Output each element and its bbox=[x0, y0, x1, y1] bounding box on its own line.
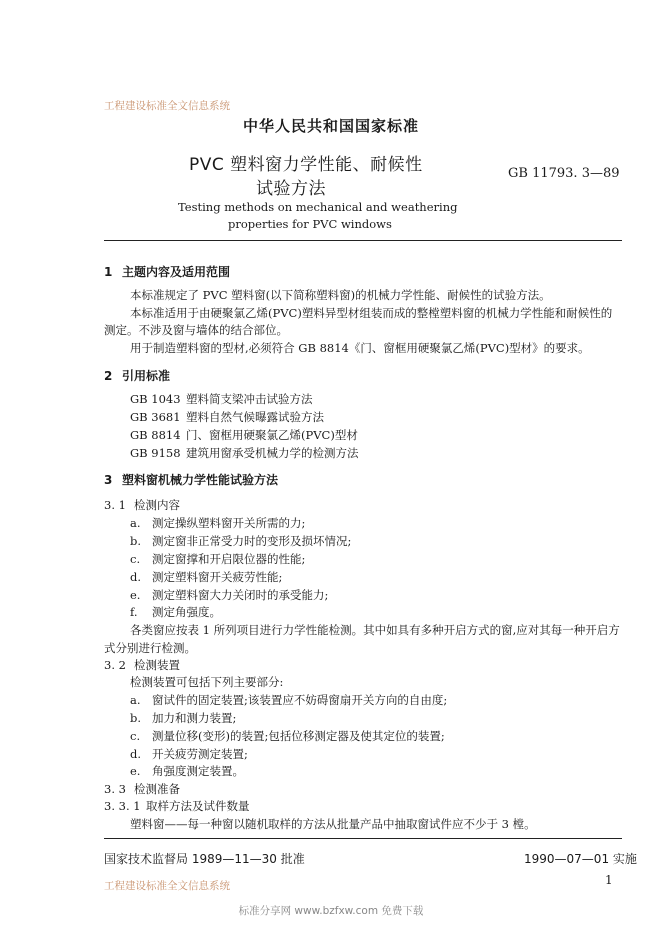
paragraph: 各类窗应按表 1 所列项目进行力学性能检测。其中如具有多种开启方式的窗,应对其每一种开启方 bbox=[130, 623, 620, 637]
subsection-3-2-heading bbox=[104, 657, 180, 673]
list-marker: e. bbox=[130, 588, 141, 602]
list-marker: c. bbox=[130, 729, 141, 743]
list-item bbox=[130, 728, 445, 744]
section-number: 2 bbox=[104, 369, 113, 383]
reference-code: GB 3681 bbox=[130, 410, 181, 424]
paragraph: 用于制造塑料窗的型材,必须符合 GB 8814《门、窗框用硬聚氯乙烯(PVC)型材》的要求。 bbox=[130, 341, 590, 355]
paragraph: 本标准适用于由硬聚氯乙烯(PVC)塑料异型材组装而成的整樘塑料窗的机械力学性能和耐候性的 bbox=[130, 306, 613, 320]
list-marker: c. bbox=[130, 552, 141, 566]
subsection-number: 3. 3. 1 bbox=[104, 799, 141, 813]
list-text: 开关疲劳测定装置; bbox=[152, 747, 248, 761]
list-text: 测定窗非正常受力时的变形及损坏情况; bbox=[152, 534, 352, 548]
list-text: 测量位移(变形)的装置;包括位移测定器及使其定位的装置; bbox=[152, 729, 445, 743]
subsection-title: 检测内容 bbox=[134, 498, 180, 512]
list-marker: a. bbox=[130, 693, 141, 707]
title-en-line-1: Testing methods on mechanical and weathering bbox=[178, 200, 458, 214]
reference-item bbox=[130, 427, 358, 443]
list-text: 窗试件的固定装置;该装置应不妨碍窗扇开关方向的自由度; bbox=[152, 693, 448, 707]
title-en-line-2: properties for PVC windows bbox=[228, 217, 392, 231]
reference-item bbox=[130, 445, 359, 461]
footer-rule bbox=[104, 838, 622, 839]
site-footer-link[interactable]: 标准分享网 www.bzfxw.com 免费下载 bbox=[238, 905, 424, 917]
subsection-title: 取样方法及试件数量 bbox=[146, 799, 250, 813]
approval-date: 国家技术监督局 1989—11—30 批准 bbox=[104, 852, 305, 866]
reference-code: GB 1043 bbox=[130, 392, 181, 406]
list-marker: d. bbox=[130, 747, 142, 761]
list-text: 测定窗撑和开启限位器的性能; bbox=[152, 552, 306, 566]
list-item bbox=[130, 533, 351, 549]
list-item bbox=[130, 746, 248, 762]
section-number: 1 bbox=[104, 265, 113, 279]
list-text: 测定操纵塑料窗开关所需的力; bbox=[152, 516, 306, 530]
list-item bbox=[130, 551, 305, 567]
watermark-bottom: 工程建设标准全文信息系统 bbox=[104, 880, 230, 892]
subsection-number: 3. 3 bbox=[104, 782, 126, 796]
list-marker: f. bbox=[130, 605, 138, 619]
page-number: 1 bbox=[605, 873, 613, 887]
subsection-number: 3. 2 bbox=[104, 658, 126, 672]
section-title: 主题内容及适用范围 bbox=[122, 265, 231, 279]
list-marker: b. bbox=[130, 534, 142, 548]
title-line-2: 试验方法 bbox=[256, 179, 326, 199]
list-item bbox=[130, 604, 221, 620]
paragraph: 塑料窗——每一种窗以随机取样的方法从批量产品中抽取窗试件应不少于 3 樘。 bbox=[130, 817, 536, 831]
implementation-date: 1990—07—01 实施 bbox=[524, 852, 637, 866]
list-marker: b. bbox=[130, 711, 142, 725]
reference-code: GB 8814 bbox=[130, 428, 181, 442]
national-standard-label: 中华人民共和国国家标准 bbox=[242, 117, 419, 135]
section-title: 塑料窗机械力学性能试验方法 bbox=[122, 473, 279, 487]
standard-number: GB 11793. 3—89 bbox=[508, 166, 620, 181]
subsection-title: 检测装置 bbox=[134, 658, 180, 672]
list-marker: a. bbox=[130, 516, 141, 530]
watermark-top: 工程建设标准全文信息系统 bbox=[104, 100, 230, 112]
list-marker: d. bbox=[130, 570, 142, 584]
paragraph: 检测装置可包括下列主要部分: bbox=[130, 675, 284, 689]
paragraph: 式分别进行检测。 bbox=[104, 641, 196, 655]
list-text: 测定角强度。 bbox=[152, 605, 221, 619]
reference-code: GB 9158 bbox=[130, 446, 181, 460]
reference-name: 塑料简支梁冲击试验方法 bbox=[186, 392, 313, 406]
subsection-3-3-1-heading bbox=[104, 798, 250, 814]
list-item bbox=[130, 569, 282, 585]
header-rule bbox=[104, 240, 622, 241]
list-item bbox=[130, 763, 244, 779]
subsection-3-1-heading bbox=[104, 497, 180, 513]
list-item bbox=[130, 710, 236, 726]
list-text: 测定塑料窗开关疲劳性能; bbox=[152, 570, 283, 584]
title-line-1: PVC 塑料窗力学性能、耐候性 bbox=[189, 155, 423, 175]
list-item bbox=[130, 587, 328, 603]
subsection-number: 3. 1 bbox=[104, 498, 126, 512]
subsection-3-3-heading bbox=[104, 781, 180, 797]
reference-name: 建筑用窗承受机械力学的检测方法 bbox=[186, 446, 359, 460]
section-3-heading bbox=[104, 471, 278, 488]
paragraph: 测定。不涉及窗与墙体的结合部位。 bbox=[104, 323, 288, 337]
subsection-title: 检测准备 bbox=[134, 782, 180, 796]
reference-name: 门、窗框用硬聚氯乙烯(PVC)型材 bbox=[186, 428, 358, 442]
list-text: 角强度测定装置。 bbox=[152, 764, 244, 778]
list-item bbox=[130, 515, 305, 531]
reference-name: 塑料自然气候曝露试验方法 bbox=[186, 410, 324, 424]
list-marker: e. bbox=[130, 764, 141, 778]
list-text: 加力和测力装置; bbox=[152, 711, 237, 725]
reference-item bbox=[130, 409, 324, 425]
section-title: 引用标准 bbox=[122, 369, 171, 383]
paragraph: 本标准规定了 PVC 塑料窗(以下简称塑料窗)的机械力学性能、耐候性的试验方法。 bbox=[130, 288, 551, 302]
section-1-heading bbox=[104, 263, 230, 280]
list-text: 测定塑料窗大力关闭时的承受能力; bbox=[152, 588, 329, 602]
list-item bbox=[130, 692, 447, 708]
section-2-heading bbox=[104, 367, 170, 384]
section-number: 3 bbox=[104, 473, 113, 487]
reference-item bbox=[130, 391, 313, 407]
